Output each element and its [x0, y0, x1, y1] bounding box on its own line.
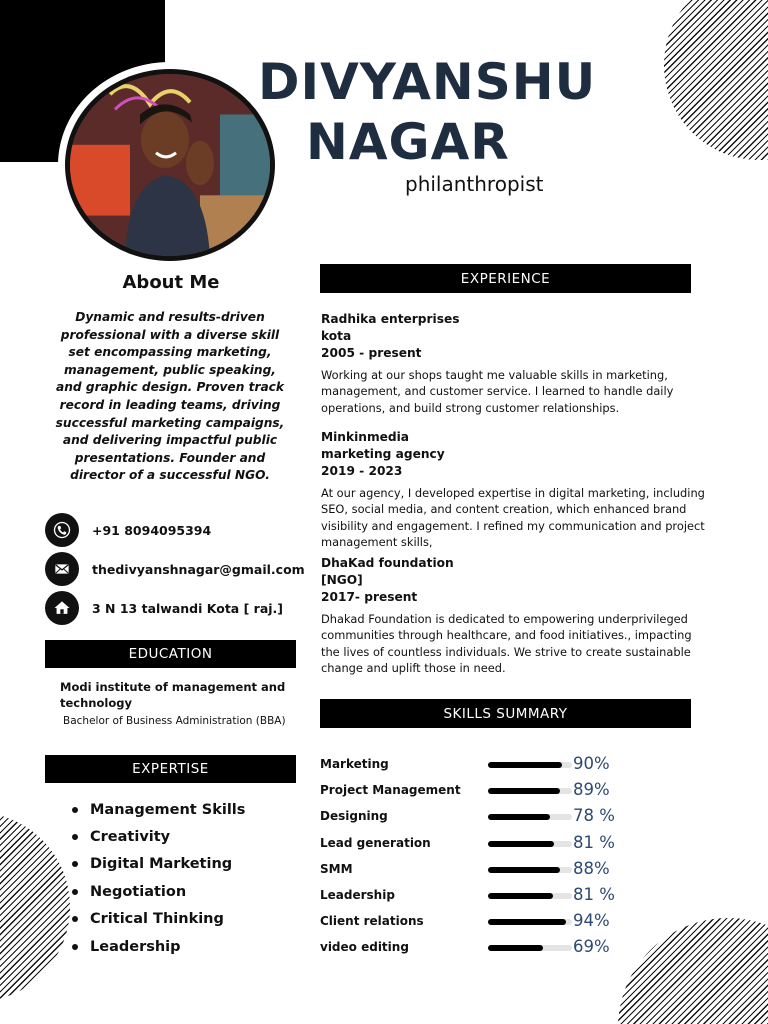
job-description: At our agency, I developed expertise in digital marketing, including SEO, social media, and content creation, which enhanced brand visibility and engagement. I refined my communication and project management skills,	[321, 485, 705, 550]
profile-photo	[58, 62, 282, 268]
expertise-item: Management Skills	[90, 801, 246, 818]
skill-percent: 89%	[573, 780, 610, 800]
skill-percent: 94%	[573, 911, 610, 931]
job-role: philanthropist	[405, 172, 544, 196]
phone-icon	[45, 513, 79, 547]
home-icon	[45, 591, 79, 625]
skill-name: Leadership	[320, 888, 395, 902]
list-item	[72, 906, 245, 933]
envelope-icon	[45, 552, 79, 586]
contact-phone	[45, 513, 211, 547]
skill-name: Lead generation	[320, 835, 431, 850]
skills-header: SKILLS SUMMARY	[320, 699, 691, 728]
skill-bar-track	[488, 841, 572, 847]
hatched-circle-bottom-right	[618, 918, 768, 1024]
skill-percent: 88%	[573, 858, 610, 878]
skill-name: Client relations	[320, 914, 424, 929]
hatched-circle-top-right	[664, 0, 768, 160]
contact-address	[45, 591, 283, 625]
skill-bar-track	[488, 919, 572, 925]
job-subtitle: [NGO]	[321, 573, 363, 588]
job-description: Working at our shops taught me valuable skills in marketing, management, and customer service. I learned to handle daily operations, and build strong customer relationships.	[321, 367, 674, 415]
job-company: DhaKad foundation	[321, 556, 454, 570]
list-item	[72, 796, 245, 823]
bullet-icon	[72, 807, 78, 813]
expertise-header: EXPERTISE	[45, 755, 296, 783]
skill-name: Designing	[320, 809, 388, 824]
skill-percent: 81 %	[573, 832, 615, 852]
skill-percent: 69%	[573, 937, 610, 957]
expertise-item: Digital Marketing	[90, 856, 233, 873]
job-company: Minkinmedia	[321, 430, 410, 444]
list-item	[72, 878, 245, 905]
phone-text[interactable]: +91 8094095394	[92, 522, 212, 538]
job-subtitle: kota	[321, 329, 352, 344]
skill-bar-fill	[488, 867, 560, 873]
skill-percent: 90%	[573, 754, 610, 773]
skill-percent: 78 %	[573, 806, 615, 826]
last-name: NAGAR	[306, 113, 510, 171]
job-period: 2005 - present	[321, 346, 422, 361]
experience-item	[321, 555, 706, 677]
full-name	[258, 52, 638, 172]
bullet-icon	[72, 944, 78, 950]
skill-bar-fill	[488, 841, 554, 847]
list-item	[72, 851, 245, 878]
education-school: Modi institute of management and technology	[60, 680, 286, 710]
experience-item	[321, 429, 706, 551]
skill-name: Project Management	[320, 783, 461, 798]
skill-bar-track	[488, 788, 572, 794]
bullet-icon	[72, 861, 78, 867]
skill-bar-fill	[488, 762, 562, 768]
email-text[interactable]: thedivyanshnagar@gmail.com	[92, 561, 305, 577]
job-description: Dhakad Foundation is dedicated to empowering underprivileged communities through healthcare, and food initiatives., impacting the lives of countless individuals. We strive to create sustainable change and uplift those in need.	[321, 611, 692, 676]
job-period: 2019 - 2023	[321, 464, 403, 479]
expertise-item: Critical Thinking	[90, 911, 224, 928]
education-degree: Bachelor of Business Administration (BBA)	[63, 715, 286, 727]
job-period: 2017- present	[321, 590, 418, 605]
job-company: Radhika enterprises	[321, 312, 460, 326]
bullet-icon	[72, 916, 78, 922]
about-title: About Me	[122, 272, 220, 293]
experience-header: EXPERIENCE	[320, 264, 691, 293]
list-item	[72, 933, 245, 960]
skill-bar-track	[488, 867, 572, 873]
about-text: Dynamic and results-driven professional with a diverse skill set encompassing marketing, management, public speaking, and graphic design. Proven track record in leading teams, driving successful marketing campaigns, and delivering impactful public presentations. Founder and director of a successful NGO.	[55, 310, 285, 483]
expertise-list	[72, 796, 245, 960]
hatched-circle-bottom-left	[0, 812, 70, 1002]
skill-bar-track	[488, 814, 572, 820]
education-header: EDUCATION	[45, 640, 296, 668]
list-item	[72, 823, 245, 850]
skill-bar-fill	[488, 945, 543, 951]
skill-name: video editing	[320, 940, 409, 955]
skill-bar-fill	[488, 919, 566, 925]
bullet-icon	[72, 889, 78, 895]
job-subtitle: marketing agency	[321, 447, 445, 462]
address-text: 3 N 13 talwandi Kota [ raj.]	[92, 600, 283, 616]
skill-bar-track	[488, 945, 572, 951]
contact-email	[45, 552, 305, 586]
expertise-item: Leadership	[90, 938, 181, 955]
skill-bar-track	[488, 893, 572, 899]
skill-bar-fill	[488, 893, 553, 899]
skill-name: Marketing	[320, 757, 389, 771]
skill-name: SMM	[320, 861, 353, 876]
profile-photo-image	[65, 69, 275, 261]
experience-item	[321, 311, 706, 416]
first-name: DIVYANSHU	[258, 53, 597, 111]
skill-bar-fill	[488, 814, 550, 820]
expertise-item: Negotiation	[90, 883, 187, 900]
expertise-item: Creativity	[90, 829, 171, 846]
bullet-icon	[72, 834, 78, 840]
skill-bar-fill	[488, 788, 560, 794]
skill-bar-track	[488, 762, 572, 768]
skill-percent: 81 %	[573, 885, 615, 904]
